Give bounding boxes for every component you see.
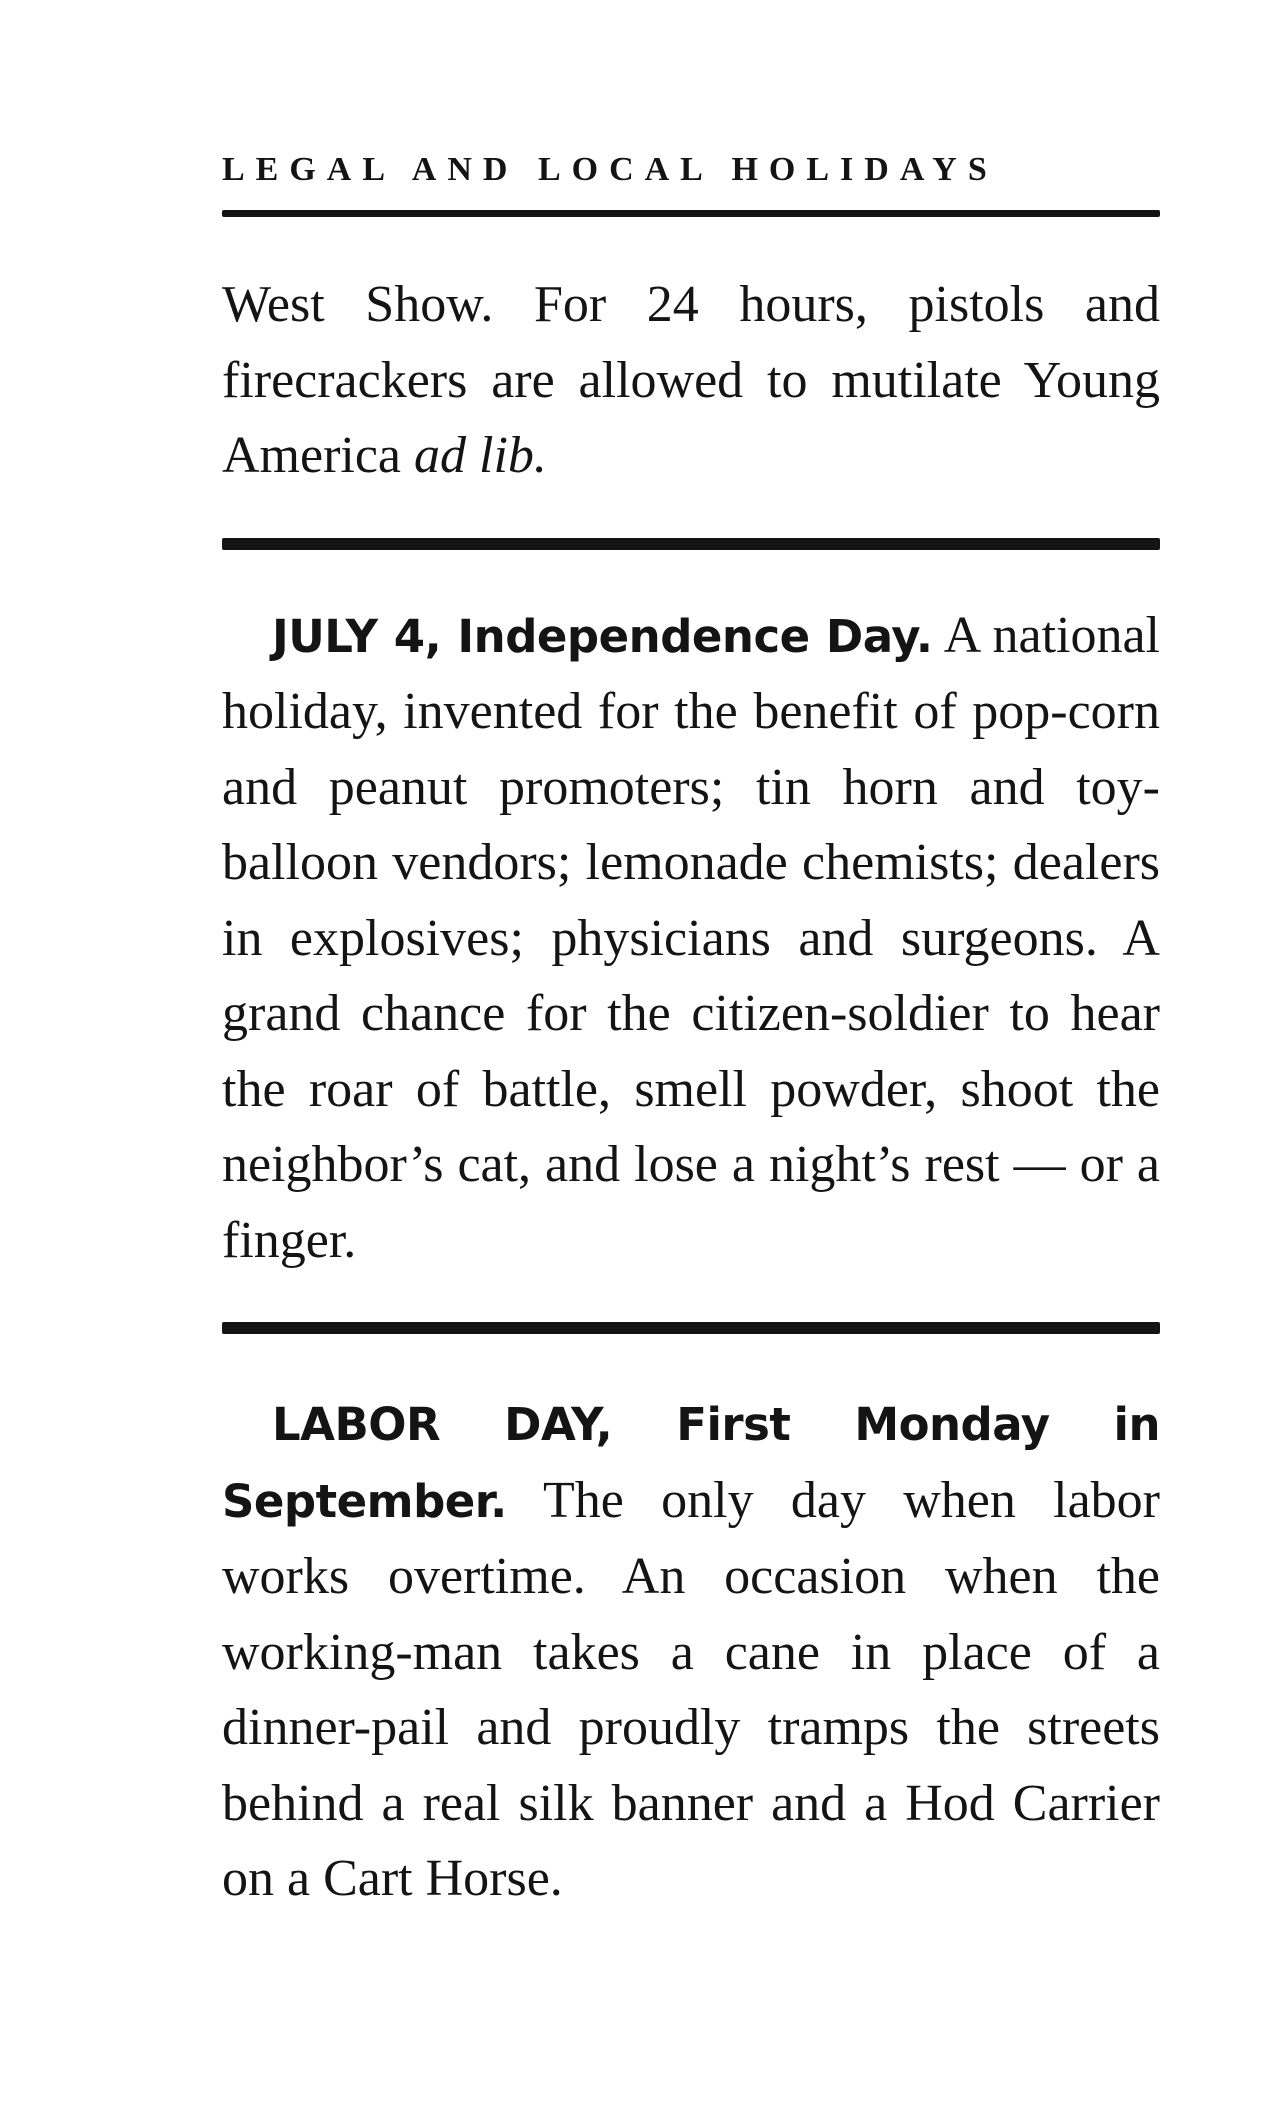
july-entry	[222, 598, 1160, 1279]
section-rule-1	[222, 538, 1160, 550]
labor-body: The only day when labor works overtime. An occasion when the working-man takes a cane in place of a dinner-pail and proudly tramps the streets behind a real silk banner and a Hod Carrier on a Cart Horse.	[222, 1471, 1160, 1907]
labor-heading-rest: First Monday in September.	[222, 1398, 1160, 1528]
page	[222, 150, 1160, 1917]
running-head: LEGAL AND LOCAL HOLIDAYS	[222, 151, 998, 188]
july-body: A national holiday, invented for the benefit of pop-corn and peanut promoters; tin horn and toy-balloon vendors; lemonade chemists; dealers in explosives; physicians and surgeons. A grand chance for the citizen-soldier to hear the roar of battle, smell powder, shoot the neighbor’s cat, and lose a night’s rest — or a finger.	[222, 606, 1160, 1269]
header-rule	[222, 210, 1160, 217]
continuation-italic: ad lib.	[414, 427, 547, 484]
continuation-paragraph	[222, 267, 1160, 494]
july-heading: JULY 4, Independence Day.	[272, 609, 933, 663]
labor-entry	[222, 1386, 1160, 1917]
continuation-text: West Show. For 24 hours, pistols and firecrackers are allowed to mutilate Young America	[222, 276, 1160, 484]
section-rule-2	[222, 1322, 1160, 1334]
labor-heading-main: LABOR DAY,	[272, 1398, 613, 1451]
